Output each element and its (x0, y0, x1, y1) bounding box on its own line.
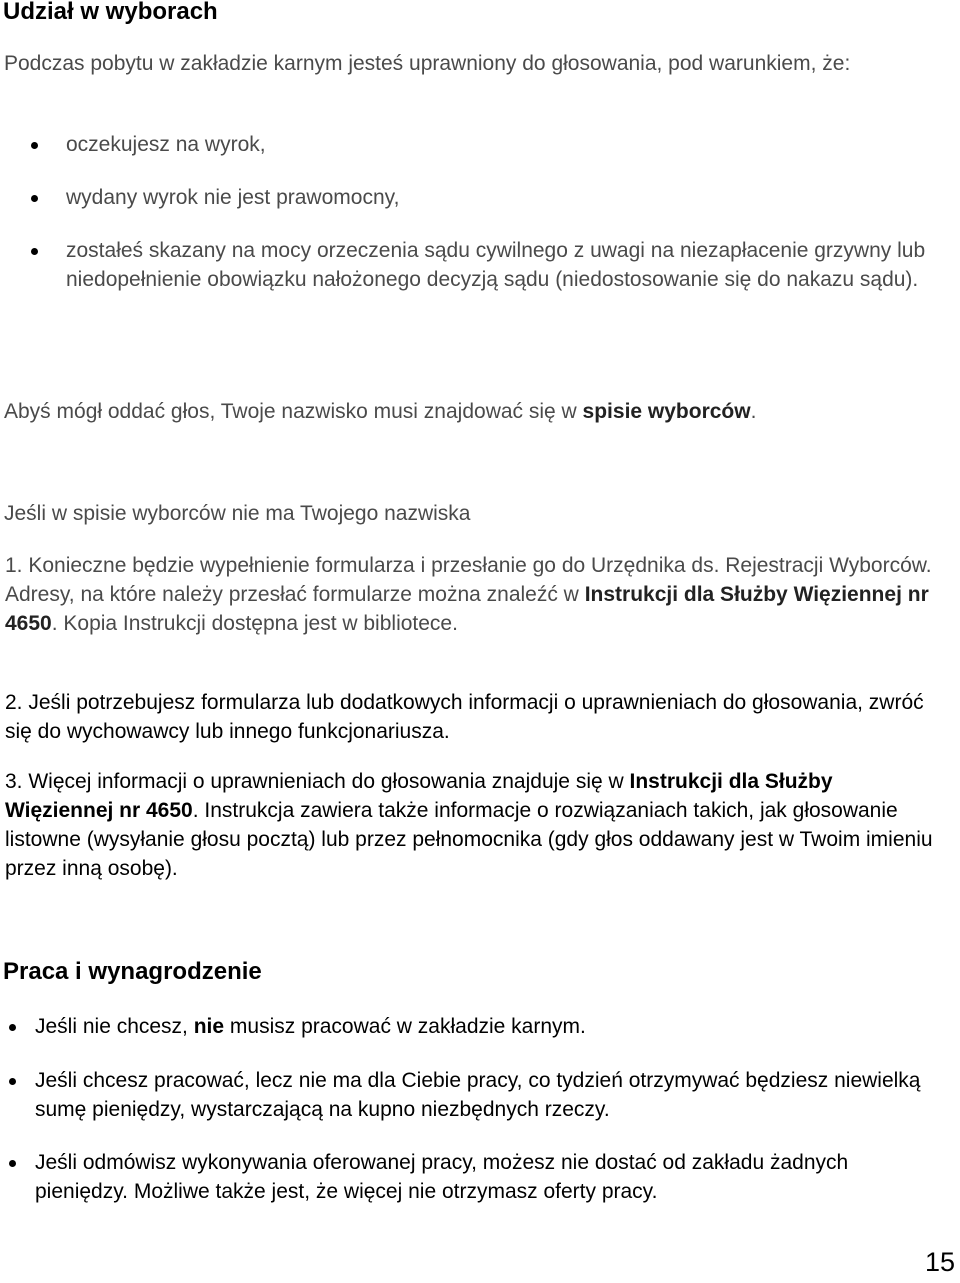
section-heading-work: Praca i wynagrodzenie (3, 958, 262, 985)
voting-intro: Podczas pobytu w zakładzie karnym jesteś uprawniony do głosowania, pod warunkiem, że: (4, 52, 851, 75)
bullet-icon (9, 1078, 16, 1085)
numbered-item-3: 3. Więcej informacji o uprawnieniach do głosowania znajduje się w Instrukcji dla Służby Więziennej nr 4650. Instrukcja zawiera także informacje o rozwiązaniach takich, jak głosowanie listowne (wysyłanie głosu pocztą) lub przez pełnomocnika (gdy głos oddawany jest w Twoim imieniu przez inną osobę). (5, 770, 933, 880)
instruction-reference: Instrukcji dla Służby Więziennej nr 4650 (5, 583, 929, 635)
numbered-item-1: 1. Konieczne będzie wypełnienie formularza i przesłanie go do Urzędnika ds. Rejestracji Wyborców. Adresy, na które należy przesłać formularze można znaleźć w Instrukcji dla Służby Więziennej nr 4650. Kopia Instrukcji dostępna jest w bibliotece. (5, 554, 932, 635)
list-item: zostałeś skazany na mocy orzeczenia sądu cywilnego z uwagi na niezapłacenie grzywny lub niedopełnienie obowiązku nałożonego decyzją sądu (niedostosowanie się do nakazu sądu). (66, 239, 926, 291)
list-item: oczekujesz na wyrok, (66, 133, 266, 156)
bullet-icon (9, 1024, 16, 1031)
bullet-icon (9, 1160, 16, 1167)
page-number: 15 (924, 1247, 955, 1277)
list-item: wydany wyrok nie jest prawomocny, (66, 186, 400, 209)
bullet-icon (31, 142, 38, 149)
register-keyword: spisie wyborców (582, 400, 751, 423)
list-item: Jeśli nie chcesz, nie musisz pracować w zakładzie karnym. (35, 1015, 586, 1038)
list-item: Jeśli chcesz pracować, lecz nie ma dla Ciebie pracy, co tydzień otrzymywać będziesz niewielką sumę pieniędzy, wystarczającą na kupno niezbędnych rzeczy. (35, 1069, 921, 1121)
bullet-icon (31, 248, 38, 255)
section-heading-voting: Udział w wyborach (3, 0, 218, 25)
instruction-reference: Instrukcji dla Służby Więziennej nr 4650 (5, 770, 833, 822)
register-requirement: Abyś mógł oddać głos, Twoje nazwisko musi znajdować się w spisie wyborców. (4, 400, 757, 423)
bullet-icon (31, 195, 38, 202)
numbered-item-2: 2. Jeśli potrzebujesz formularza lub dodatkowych informacji o uprawnieniach do głosowania, zwróć się do wychowawcy lub innego funkcjonariusza. (5, 691, 924, 743)
list-item: Jeśli odmówisz wykonywania oferowanej pracy, możesz nie dostać od zakładu żadnych pieniędzy. Możliwe także jest, że więcej nie otrzymasz oferty pracy. (35, 1151, 849, 1203)
if-missing-heading: Jeśli w spisie wyborców nie ma Twojego nazwiska (4, 502, 471, 525)
